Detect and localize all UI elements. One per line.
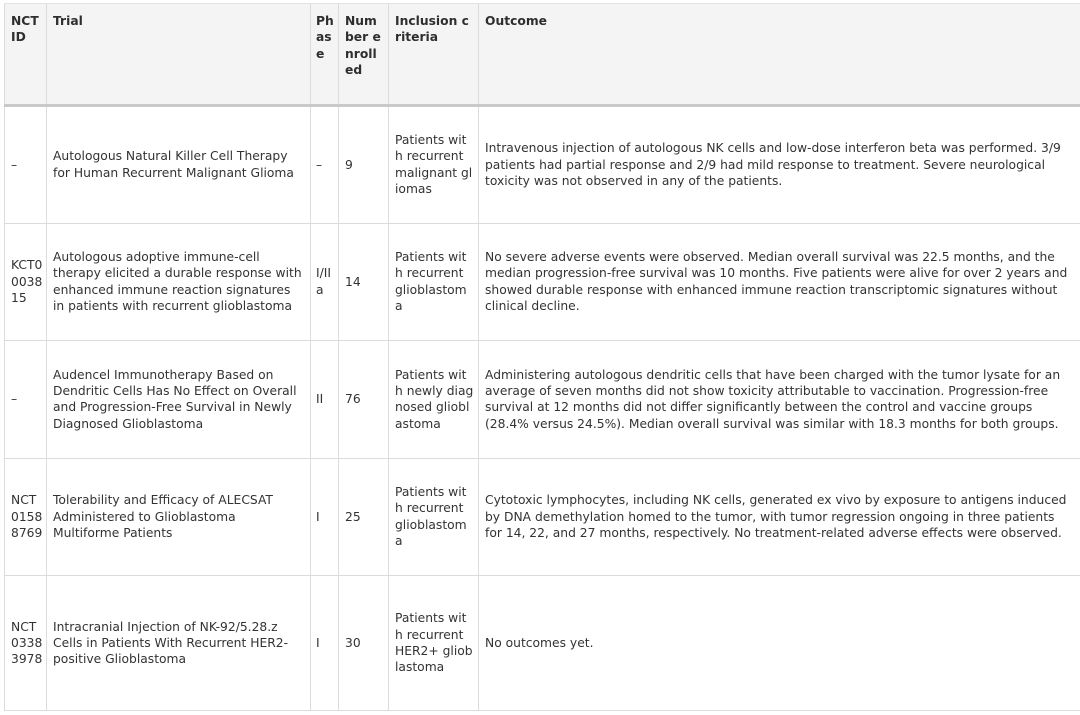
- cell-inclusion-criteria: Patients with newly diagnosed glioblastoma: [389, 341, 479, 459]
- cell-outcome: Intravenous injection of autologous NK cells and low-dose interferon beta was performed. 3/9 patients had partial response and 2/9 had mild response to treatment. Severe neurological toxicity was not observed in any of the patients.: [479, 106, 1080, 224]
- cell-trial: Autologous adoptive immune-cell therapy elicited a durable response with enhanced immune reaction signatures in patients with recurrent glioblastoma: [47, 223, 311, 341]
- table-row: [5, 341, 1080, 459]
- clinical-trials-table: [4, 3, 1080, 711]
- cell-nct-id: NCT03383978: [5, 576, 47, 711]
- header-outcome: Outcome: [479, 4, 1080, 106]
- cell-trial: Audencel Immunotherapy Based on Dendritic Cells Has No Effect on Overall and Progression-Free Survival in Newly Diagnosed Glioblastoma: [47, 341, 311, 459]
- table-header-row: [5, 4, 1080, 106]
- cell-nct-id: –: [5, 106, 47, 224]
- header-inclusion-criteria: Inclusion criteria: [389, 4, 479, 106]
- cell-number-enrolled: 30: [339, 576, 389, 711]
- cell-phase: I: [311, 576, 339, 711]
- cell-nct-id: KCT0003815: [5, 223, 47, 341]
- header-number-enrolled: Number enrolled: [339, 4, 389, 106]
- cell-inclusion-criteria: Patients with recurrent HER2+ glioblastoma: [389, 576, 479, 711]
- table-row: [5, 106, 1080, 224]
- cell-trial: Tolerability and Efficacy of ALECSAT Administered to Glioblastoma Multiforme Patients: [47, 458, 311, 576]
- cell-nct-id: NCT01588769: [5, 458, 47, 576]
- cell-outcome: Administering autologous dendritic cells that have been charged with the tumor lysate for an average of seven months did not show toxicity attributable to vaccination. Progression-free survival at 12 months did not differ significantly between the control and vaccine groups (28.4% versus 24.5%). Median overall survival was similar with 18.3 months for both groups.: [479, 341, 1080, 459]
- cell-outcome: No severe adverse events were observed. Median overall survival was 22.5 months, and the median progression-free survival was 10 months. Five patients were alive for over 2 years and showed durable response with enhanced immune reaction transcriptomic signatures without clinical decline.: [479, 223, 1080, 341]
- cell-number-enrolled: 14: [339, 223, 389, 341]
- table-row: [5, 223, 1080, 341]
- cell-phase: II: [311, 341, 339, 459]
- header-nct-id: NCT ID: [5, 4, 47, 106]
- cell-inclusion-criteria: Patients with recurrent malignant gliomas: [389, 106, 479, 224]
- cell-number-enrolled: 76: [339, 341, 389, 459]
- cell-nct-id: –: [5, 341, 47, 459]
- table-row: [5, 458, 1080, 576]
- cell-number-enrolled: 9: [339, 106, 389, 224]
- cell-outcome: No outcomes yet.: [479, 576, 1080, 711]
- cell-phase: I/IIa: [311, 223, 339, 341]
- cell-phase: I: [311, 458, 339, 576]
- cell-number-enrolled: 25: [339, 458, 389, 576]
- cell-trial: Autologous Natural Killer Cell Therapy for Human Recurrent Malignant Glioma: [47, 106, 311, 224]
- header-trial: Trial: [47, 4, 311, 106]
- header-phase: Phase: [311, 4, 339, 106]
- cell-outcome: Cytotoxic lymphocytes, including NK cells, generated ex vivo by exposure to antigens induced by DNA demethylation homed to the tumor, with tumor regression ongoing in three patients for 14, 22, and 27 months, respectively. No treatment-related adverse effects were observed.: [479, 458, 1080, 576]
- cell-inclusion-criteria: Patients with recurrent glioblastoma: [389, 223, 479, 341]
- clinical-trials-table-container: [4, 3, 1080, 715]
- cell-trial: Intracranial Injection of NK-92/5.28.z Cells in Patients With Recurrent HER2-positive Glioblastoma: [47, 576, 311, 711]
- cell-phase: –: [311, 106, 339, 224]
- table-row: [5, 576, 1080, 711]
- cell-inclusion-criteria: Patients with recurrent glioblastoma: [389, 458, 479, 576]
